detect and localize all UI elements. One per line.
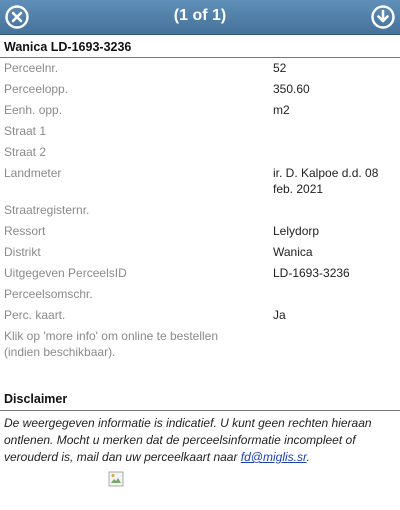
- disclaimer-title: Disclaimer: [4, 392, 68, 406]
- disclaimer-email-link[interactable]: fd@miglis.sr: [240, 450, 307, 464]
- attribute-row: [4, 60, 396, 76]
- attribute-row: [4, 144, 396, 160]
- attribute-label: Straat 1: [4, 124, 47, 138]
- feature-title: Wanica LD-1693-3236: [4, 40, 132, 54]
- attribute-value: LD-1693-3236: [273, 266, 350, 280]
- popup-header: [0, 0, 400, 35]
- attribute-value: Ja: [273, 308, 286, 322]
- disclaimer-body: De weergegeven informatie is indicatief. U kunt geen rechten hieraan ontlenen. Mocht u merken dat de perceelsinformatie incompleet of verouderd is, mail dan uw perceelkaart naar: [4, 416, 372, 464]
- attribute-row: [4, 223, 396, 239]
- attribute-label: Straatregisternr.: [4, 203, 90, 217]
- attribute-row: [4, 165, 396, 197]
- attribute-label: Distrikt: [4, 245, 41, 259]
- attribute-value: ir. D. Kalpoe d.d. 08 feb. 2021: [273, 166, 379, 196]
- attribute-value: [273, 123, 396, 139]
- attribute-value: 350.60: [273, 82, 310, 96]
- divider: [0, 57, 400, 58]
- attribute-label: Perc. kaart.: [4, 308, 66, 322]
- close-icon[interactable]: [5, 5, 29, 29]
- attribute-row: [4, 307, 396, 323]
- attribute-label: Perceelnr.: [4, 61, 59, 75]
- attribute-row: [4, 123, 396, 139]
- more-info-note: Klik op 'more info' om online te bestellen (indien beschikbaar).: [4, 329, 219, 359]
- attribute-label: Perceelopp.: [4, 82, 69, 96]
- divider: [0, 410, 400, 411]
- attribute-value: 52: [273, 61, 287, 75]
- attribute-label: Landmeter: [4, 166, 62, 180]
- attribute-value: [273, 144, 396, 160]
- attribute-value: [273, 286, 396, 302]
- broken-image-icon: [108, 471, 124, 487]
- disclaimer-suffix: .: [306, 450, 310, 464]
- popup-counter: (1 of 1): [173, 7, 227, 24]
- attribute-label: Perceelsomschr.: [4, 287, 93, 301]
- attribute-row: [4, 202, 396, 218]
- attribute-table: [4, 60, 396, 360]
- attribute-row: [4, 286, 396, 302]
- attribute-value: m2: [273, 103, 290, 117]
- more-info-row: [4, 328, 396, 360]
- download-icon[interactable]: [371, 5, 395, 29]
- attribute-label: Straat 2: [4, 145, 47, 159]
- attribute-label: Eenh. opp.: [4, 103, 63, 117]
- attribute-row: [4, 102, 396, 118]
- attribute-value: Lelydorp: [273, 224, 320, 238]
- attribute-row: [4, 244, 396, 260]
- disclaimer-text: [4, 415, 396, 466]
- attribute-row: [4, 81, 396, 97]
- attribute-value: Wanica: [273, 245, 313, 259]
- attribute-row: [4, 265, 396, 281]
- attribute-label: Uitgegeven PerceelsID: [4, 266, 127, 280]
- attribute-label: Ressort: [4, 224, 46, 238]
- attribute-value: [273, 202, 396, 218]
